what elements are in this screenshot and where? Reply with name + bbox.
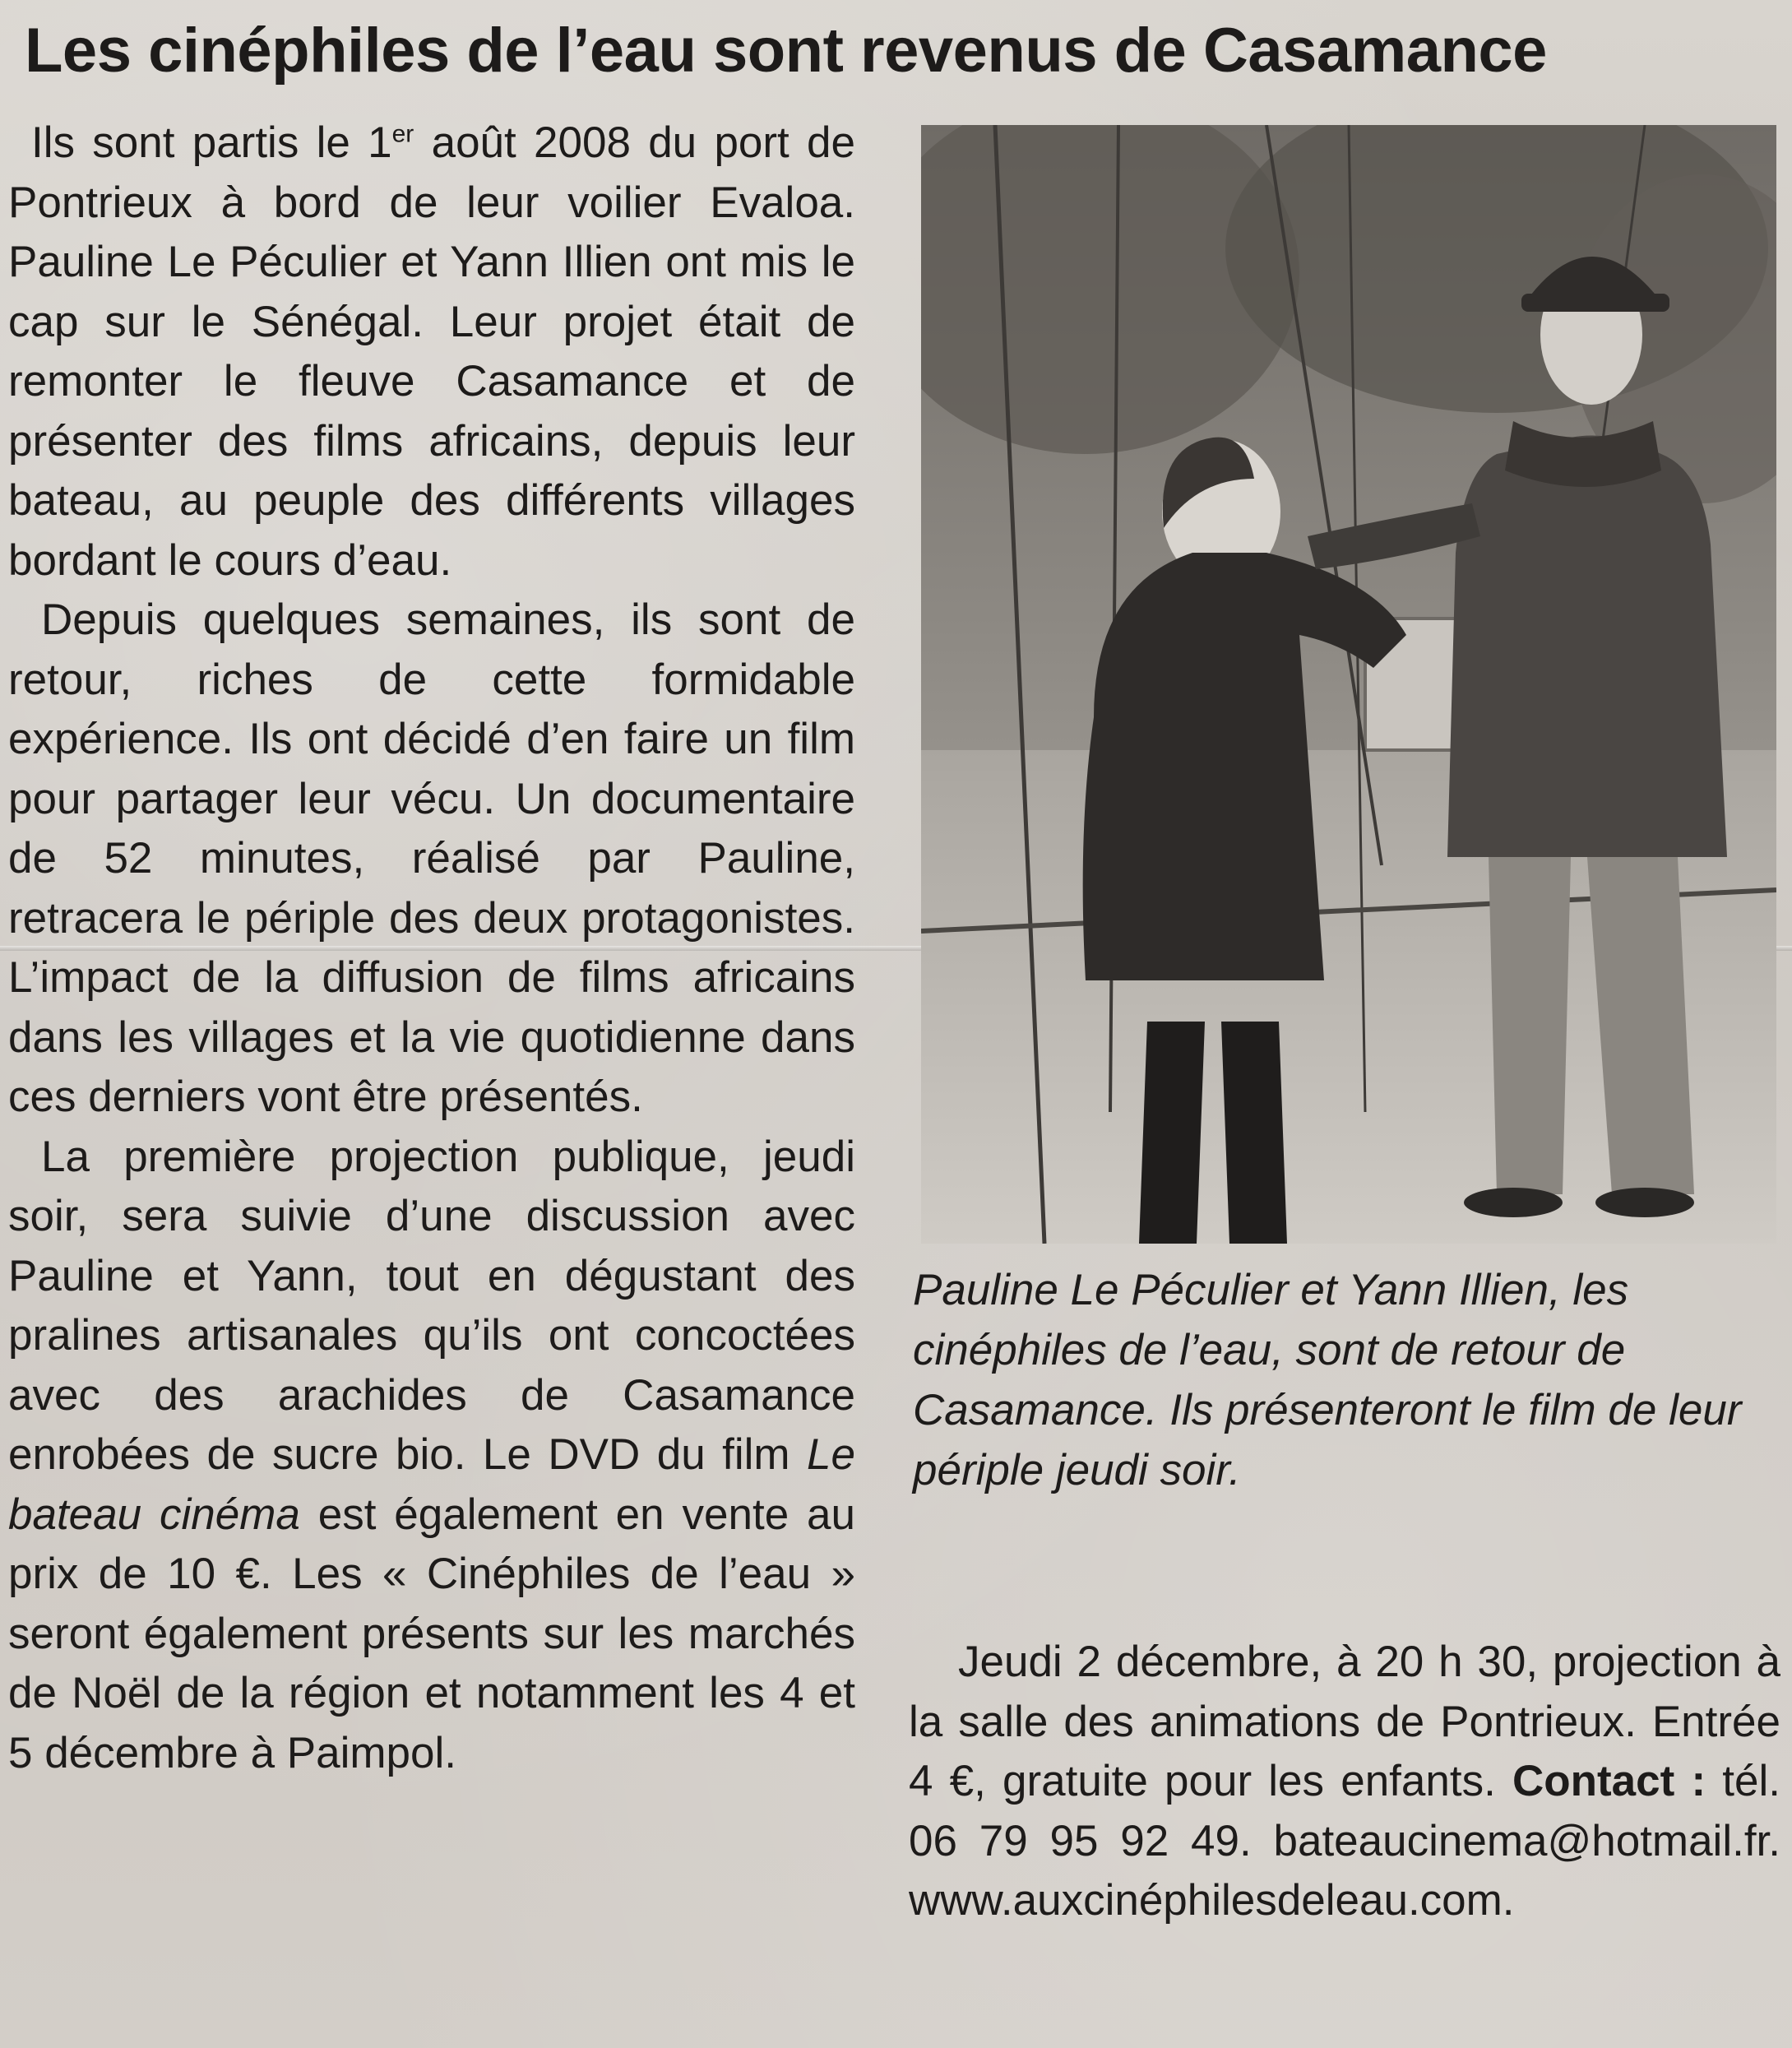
article-paragraph-1 — [8, 114, 855, 591]
paragraph-3-start: La première projection publique, jeudi soir, sera suivie d’une discussion avec Pauline et Yann, tout en dégustant des pralines artisanales qu’ils ont concoctées avec des arachides de Casamance enrobées de sucre bio. Le DVD du film — [8, 1132, 855, 1479]
article-paragraph-2: Depuis quelques semaines, ils sont de retour, riches de cette formidable expérience. Ils ont décidé d’en faire un film pour partager leur vécu. Un documentaire de 52 minutes, réalisé par Pauline, retracera le périple des deux protagonistes. L’impact de la diffusion de films africains dans les villages et la vie quotidienne dans ces derniers vont être présentés. — [8, 595, 855, 1121]
photo-caption: Pauline Le Péculier et Yann Illien, les cinéphiles de l’eau, sont de retour de Casamance. Ils présenteront le film de leur périple jeudi soir. — [913, 1266, 1742, 1494]
paragraph-3-rest: est également en vente au prix de 10 €. Les « Cinéphiles de l’eau » seront également présents sur les marchés de Noël de la région et notamment les 4 et 5 décembre à Paimpol. — [8, 1490, 856, 1777]
article-paragraph-3 — [8, 1128, 855, 1784]
ordinal-superscript: er — [391, 120, 414, 148]
paragraph-1-start: Ils sont partis le 1 — [31, 118, 392, 167]
event-details: Jeudi 2 décembre, à 20 h 30, projection à la salle des animations de Pontrieux. Entrée 4 €, gratuite pour les enfants. — [909, 1638, 1780, 1805]
film-title: Le bateau cinéma — [8, 1430, 855, 1539]
contact-label: Contact : — [1512, 1757, 1706, 1805]
contact-details: tél. 06 79 95 92 49. bateaucinema@hotmail.fr. www.auxcinéphilesdeleau.com. — [909, 1757, 1780, 1925]
article-title: Les cinéphiles de l’eau sont revenus de Casamance — [25, 16, 1547, 86]
paragraph-1-rest: août 2008 du port de Pontrieux à bord de leur voilier Evaloa. Pauline Le Péculier et Yann Illien ont mis le cap sur le Sénégal. Leur projet était de remonter le fleuve Casamance et de présenter des films africains, depuis leur bateau, au peuple des différents villages bordant le cours d’eau. — [8, 118, 855, 585]
photo-illustration — [921, 125, 1776, 1244]
article-body — [8, 114, 855, 1783]
event-info — [909, 1633, 1780, 1931]
article-photo — [921, 125, 1776, 1244]
